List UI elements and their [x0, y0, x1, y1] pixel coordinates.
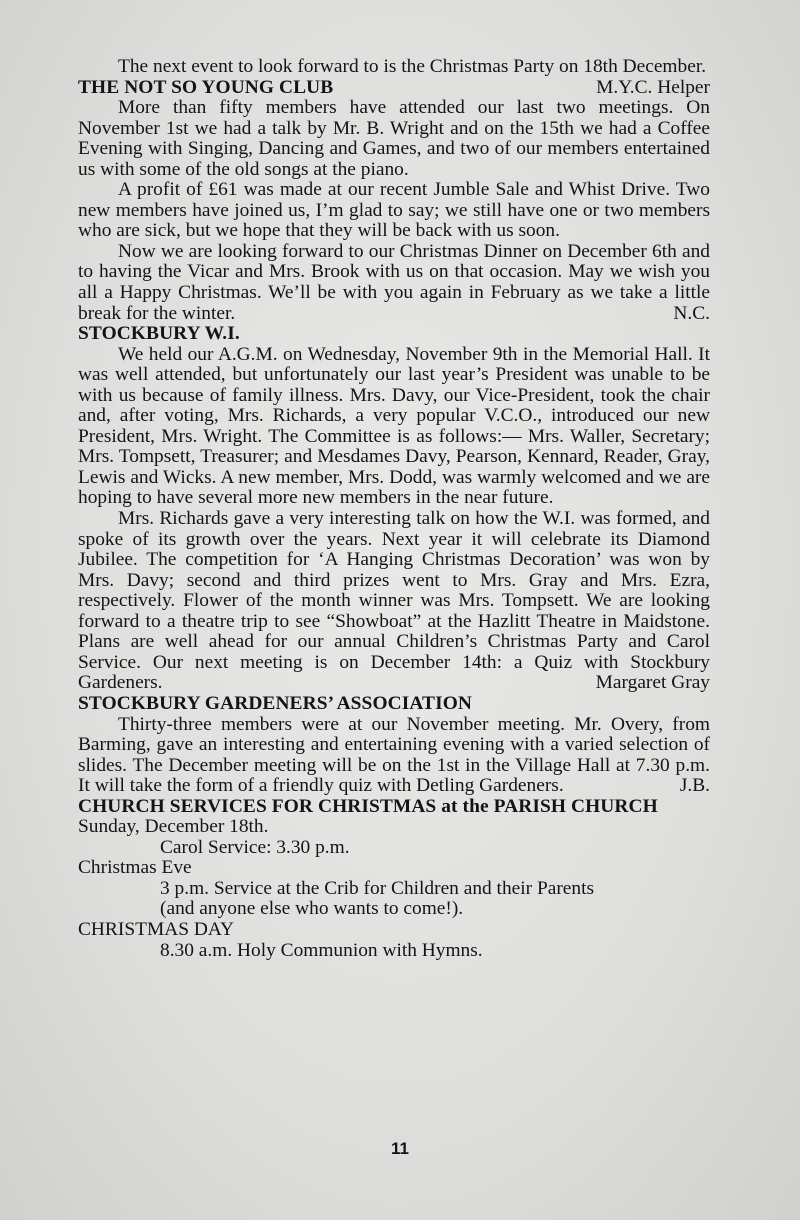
services-communion: 8.30 a.m. Holy Communion with Hymns. — [160, 939, 483, 961]
gardeners-heading: STOCKBURY GARDENERS’ ASSOCIATION — [78, 692, 473, 714]
wi-p1: We held our A.G.M. on Wednesday, November 9th in the Memorial Hall. It was well attended, but unfortunately our last year’s President was unable to be with us because of family illness. Mrs. Davy, our Vice-President, took the chair and, after voting, Mrs. Richards, a very popular V.C.O., introduced our new President, Mrs. Wright. The Committee is as follows:— Mrs. Waller, Secretary; Mrs. Tompsett, Treasurer; and Mesdames Davy, Pearson, Kennard, Reader, Gray, Lewis and Wicks. A new member, Mrs. Dodd, was warmly welcomed and we are hoping to have several more new members in the near future. — [78, 343, 710, 509]
intro-text: The next event to look forward to is the Christmas Party on 18th December. — [118, 56, 707, 77]
gardeners-signature: J.B. — [679, 775, 710, 797]
intro-signature: M.Y.C. Helper — [596, 76, 710, 98]
page-content — [78, 57, 710, 961]
not-so-young-p1: More than fifty members have attended our last two meetings. On November 1st we had a talk by Mr. B. Wright and on the 15th we had a Coffee Evening with Singing, Dancing and Games, and two of our members entertained us with some of the old songs at the piano. — [78, 97, 710, 180]
wi-p2-text: Mrs. Richards gave a very interesting talk on how the W.I. was formed, and spoke of its growth over the years. Next year it will celebrate its Diamond Jubilee. The competition for ‘A Hanging Christmas Decoration’ was won by Mrs. Davy; second and third prizes went to Mrs. Gray and Mrs. Ezra, respectively. Flower of the month winner was Mrs. Tompsett. We are looking forward to a theatre trip to see “Showboat” at the Hazlitt Theatre in Maidstone. Plans are well ahead for our annual Children’s Christmas Party and Carol Service. Our next meeting is on December 14th: a Quiz with Stockbury Gardeners. — [78, 508, 710, 694]
wi-signature: Margaret Gray — [595, 672, 710, 694]
not-so-young-p3-text: Now we are looking forward to our Christmas Dinner on December 6th and to having the Vicar and Mrs. Brook with us on that occasion. May we wish you all a Happy Christmas. We’ll be with you again in February as we take a little break for the winter. — [78, 240, 710, 324]
not-so-young-signature: N.C. — [673, 302, 710, 324]
wi-heading: STOCKBURY W.I. — [78, 323, 240, 345]
services-sunday: Sunday, December 18th. — [78, 816, 269, 838]
not-so-young-p3 — [78, 242, 710, 324]
services-day: CHRISTMAS DAY — [78, 918, 235, 940]
not-so-young-heading: THE NOT SO YOUNG CLUB — [78, 76, 334, 98]
services-carol: Carol Service: 3.30 p.m. — [160, 836, 350, 858]
services-crib-line2: (and anyone else who wants to come!). — [160, 898, 464, 920]
page-number: 11 — [391, 1139, 409, 1158]
gardeners-p1 — [78, 715, 710, 797]
services-eve: Christmas Eve — [78, 857, 192, 879]
gardeners-p1-text: Thirty-three members were at our November meeting. Mr. Overy, from Barming, gave an interesting and entertaining evening with a varied selection of slides. The December meeting will be on the 1st in the Village Hall at 7.30 p.m. It will take the form of a friendly quiz with Detling Gardeners. — [78, 713, 710, 797]
services-heading: CHURCH SERVICES FOR CHRISTMAS at the PARISH CHURCH — [78, 795, 658, 817]
not-so-young-p2: A profit of £61 was made at our recent Jumble Sale and Whist Drive. Two new members have joined us, I’m glad to say; we still have one or two members who are sick, but we hope that they will be back with us soon. — [78, 179, 710, 242]
wi-p2 — [78, 509, 710, 694]
services-crib-line1: 3 p.m. Service at the Crib for Children and their Parents — [160, 877, 595, 899]
